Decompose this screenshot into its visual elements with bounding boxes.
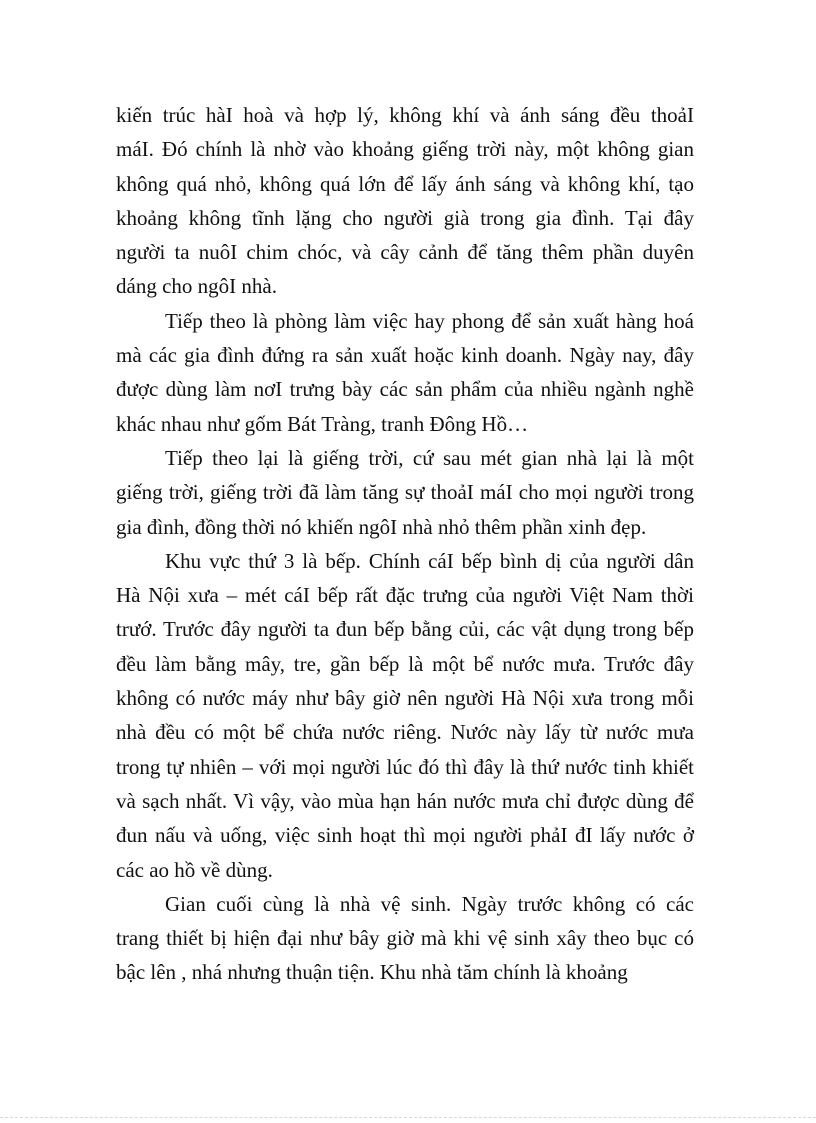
text-line: Tiếp theo là phòng làm việc hay phong để sản xuất hàng hoá (165, 308, 694, 333)
text-line: dáng cho ngôI nhà. (116, 274, 277, 299)
text-line: trang thiết bị hiện đại như bây giờ mà khi vệ sinh xây theo bục có (116, 926, 694, 951)
text-line: mà các gia đình đứng ra sản xuất hoặc kinh doanh. Ngày nay, đây (116, 343, 694, 368)
paragraph-2 (116, 304, 694, 441)
text-line: kiến trúc hàI hoà và hợp lý, không khí và ánh sáng đều thoảI (116, 103, 694, 127)
text-line: gia đình, đồng thời nó khiến ngôI nhà nhỏ thêm phần xinh đẹp. (116, 514, 647, 539)
text-line: người ta nuôI chim chóc, và cây cảnh để tăng thêm phần duyên (116, 240, 694, 265)
text-line: Tiếp theo lại là giếng trời, cứ sau mét gian nhà lại là một (165, 445, 694, 470)
text-line: khoảng không tĩnh lặng cho người già trong gia đình. Tại đây (116, 205, 694, 230)
text-line: nhà đều có một bể chứa nước riêng. Nước này lấy từ nước mưa (116, 720, 694, 745)
paragraph-3 (116, 441, 694, 544)
text-line: bậc lên , nhá nhưng thuận tiện. Khu nhà tăm chính là khoảng (116, 960, 628, 985)
text-line: Gian cuối cùng là nhà vệ sinh. Ngày trước không có các (165, 891, 694, 916)
text-line: máI. Đó chính là nhờ vào khoảng giếng trời này, một không gian (116, 137, 694, 162)
text-line: đều làm bằng mây, tre, gần bếp là một bể nước mưa. Trước đây (116, 651, 694, 676)
text-line: không quá nhỏ, không quá lớn để lấy ánh sáng và không khí, tạo (116, 171, 694, 196)
body-text (116, 98, 694, 990)
text-line: trong tự nhiên – với mọi người lúc đó thì đây là thứ nước tinh khiết (116, 754, 694, 779)
paragraph-4 (116, 544, 694, 887)
text-line: giếng trời, giếng trời đã làm tăng sự thoảI máI cho mọi người trong (116, 480, 694, 505)
text-line: Hà Nội xưa – mét cáI bếp rất đặc trưng của người Việt Nam thời (116, 583, 694, 608)
text-line: các ao hồ về dùng. (116, 857, 273, 882)
text-line: Khu vực thứ 3 là bếp. Chính cáI bếp bình dị của người dân (165, 548, 694, 573)
text-line: và sạch nhất. Vì vậy, vào mùa hạn hán nước mưa chỉ được dùng để (116, 788, 694, 813)
text-line: trướ. Trước đây người ta đun bếp bằng củi, các vật dụng trong bếp (116, 617, 694, 642)
text-line: đun nấu và uống, việc sinh hoạt thì mọi người phảI đI lấy nước ở (116, 823, 694, 848)
text-line: được dùng làm nơI trưng bày các sản phẩm của nhiều ngành nghề (116, 377, 694, 402)
paragraph-1 (116, 98, 694, 304)
text-line: không có nước máy như bây giờ nên người Hà Nội xưa trong mỗi (116, 686, 694, 711)
text-line: khác nhau như gốm Bát Tràng, tranh Đông Hồ… (116, 411, 529, 436)
paragraph-5 (116, 887, 694, 990)
page-bottom-divider (0, 1117, 816, 1118)
